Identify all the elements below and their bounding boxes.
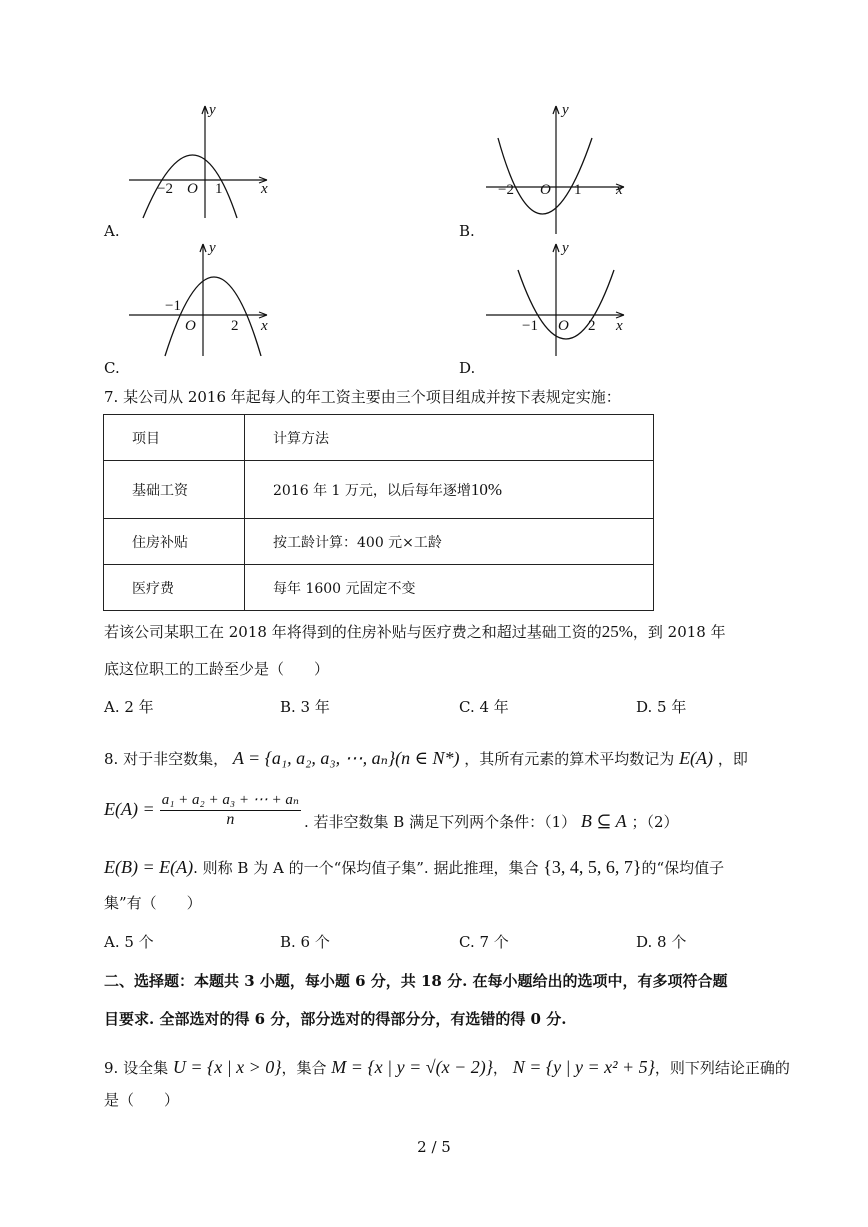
q9-line1 (104, 1057, 790, 1078)
y-axis-label: y (209, 102, 216, 118)
origin-label: O (185, 318, 196, 334)
origin-label: O (187, 181, 198, 197)
x-axis-label: x (261, 318, 268, 334)
q8-option-a: A. 5 个 (104, 933, 154, 951)
percentage: 25% (601, 622, 633, 641)
x-axis-label: x (261, 181, 268, 197)
fraction-numerator: a₁ + a₂ + a₃ + ⋯ + aₙ (160, 790, 301, 811)
mean-lhs: E(A) = (104, 799, 155, 819)
q7-option-c: C. 4 年 (459, 698, 509, 716)
mean-formula: E(A) (679, 748, 714, 768)
table-cell: 每年 1600 元固定不变 (245, 565, 654, 611)
q8-question: 集”有（ ） (104, 894, 202, 912)
option-d-label: D. (459, 359, 476, 377)
x-axis-label: x (616, 318, 623, 334)
origin-label: O (558, 318, 569, 334)
condition-2: E(B) = E(A) (104, 857, 194, 877)
q8-option-b: B. 6 个 (280, 933, 330, 951)
tick-label: 1 (215, 181, 223, 197)
q7-stem: 7. 某公司从 2016 年起每人的年工资主要由三个项目组成并按下表规定实施： (104, 388, 621, 406)
q9-text: ，集合 (281, 1059, 327, 1077)
tick-label: 2 (588, 318, 596, 334)
q8-line3 (104, 857, 724, 878)
y-axis-label: y (209, 240, 216, 256)
q9-text: 9. 设全集 (104, 1059, 169, 1077)
growth-rate: 10% (470, 479, 503, 499)
condition-1: B ⊆ A (580, 811, 627, 831)
table-cell-text: 2016 年 1 万元，以后每年逐增 (273, 482, 471, 499)
option-c-label: C. (104, 359, 120, 377)
tick-label: 1 (574, 182, 582, 198)
set-a-formula: A = {a₁, a₂, a₃, ⋯, aₙ}(n ∈ N*) (232, 748, 460, 768)
tick-label: −2 (157, 181, 173, 197)
q7-text: 若该公司某职工在 2018 年将得到的住房补贴与医疗费之和超过基础工资的 (104, 623, 602, 641)
section-instructions: 目要求. 全部选对的得 6 分，部分选对的得部分分，有选错的得 0 分. (104, 1010, 567, 1028)
y-axis-label: y (562, 102, 569, 118)
tick-label: −2 (498, 182, 514, 198)
fraction-denominator: n (226, 811, 235, 828)
option-a-label: A. (104, 222, 120, 240)
salary-rules-table (103, 414, 654, 611)
tick-label: −1 (165, 298, 181, 314)
table-cell (245, 461, 654, 519)
q7-option-d: D. 5 年 (636, 698, 687, 716)
table-cell: 按工龄计算：400 元×工龄 (245, 519, 654, 565)
table-row (104, 519, 654, 565)
y-axis-label: y (562, 240, 569, 256)
graph-c (125, 238, 275, 363)
table-row (104, 565, 654, 611)
q8-definition (104, 790, 301, 829)
q8-option-d: D. 8 个 (636, 933, 687, 951)
tick-label: −1 (522, 318, 538, 334)
graph-d (482, 238, 632, 363)
origin-label: O (540, 182, 551, 198)
set-u-formula: U = {x | x > 0} (172, 1057, 282, 1077)
q8-text: ，其所有元素的算术平均数记为 (464, 750, 675, 768)
x-axis-label: x (616, 182, 623, 198)
table-row (104, 461, 654, 519)
table-row (104, 415, 654, 461)
tick-label: 2 (231, 318, 239, 334)
q8-line1 (104, 748, 748, 769)
table-cell: 医疗费 (104, 565, 245, 611)
option-b-label: B. (459, 222, 475, 240)
q8-conditions (304, 811, 679, 832)
graph-a (125, 100, 275, 225)
set-n-formula: N = {y | y = x² + 5} (512, 1057, 655, 1077)
table-header-cell: 计算方法 (245, 415, 654, 461)
q8-text: . 若非空数集 B 满足下列两个条件：（1） (304, 813, 577, 831)
q8-text: . 则称 B 为 A 的一个“保均值子集”. 据此推理，集合 (193, 859, 539, 877)
q8-text: 的“保均值子 (641, 859, 725, 877)
q7-condition (104, 622, 726, 642)
q7-option-a: A. 2 年 (104, 698, 154, 716)
q8-text: 8. 对于非空数集， (104, 750, 229, 768)
page-number: 2 / 5 (417, 1138, 451, 1156)
fraction (160, 790, 301, 829)
q8-text: ，即 (717, 750, 748, 768)
q9-text: ，则下列结论正确的 (654, 1059, 790, 1077)
section-heading: 二、选择题：本题共 3 小题，每小题 6 分，共 18 分. 在每小题给出的选项中，有多项符合题 (104, 972, 728, 990)
q7-question: 底这位职工的工龄至少是（ ） (104, 660, 330, 678)
set-m-formula: M = {x | y = √(x − 2)} (331, 1057, 493, 1077)
q7-text: ，到 2018 年 (632, 623, 726, 641)
q8-option-c: C. 7 个 (459, 933, 509, 951)
q7-option-b: B. 3 年 (280, 698, 330, 716)
table-cell: 基础工资 (104, 461, 245, 519)
set-values: {3, 4, 5, 6, 7} (543, 857, 642, 877)
table-cell: 住房补贴 (104, 519, 245, 565)
q9-question: 是（ ） (104, 1091, 180, 1109)
table-header-cell: 项目 (104, 415, 245, 461)
q9-text: ， (492, 1059, 508, 1077)
graph-b (482, 100, 632, 240)
q8-text: ；（2） (631, 813, 679, 831)
